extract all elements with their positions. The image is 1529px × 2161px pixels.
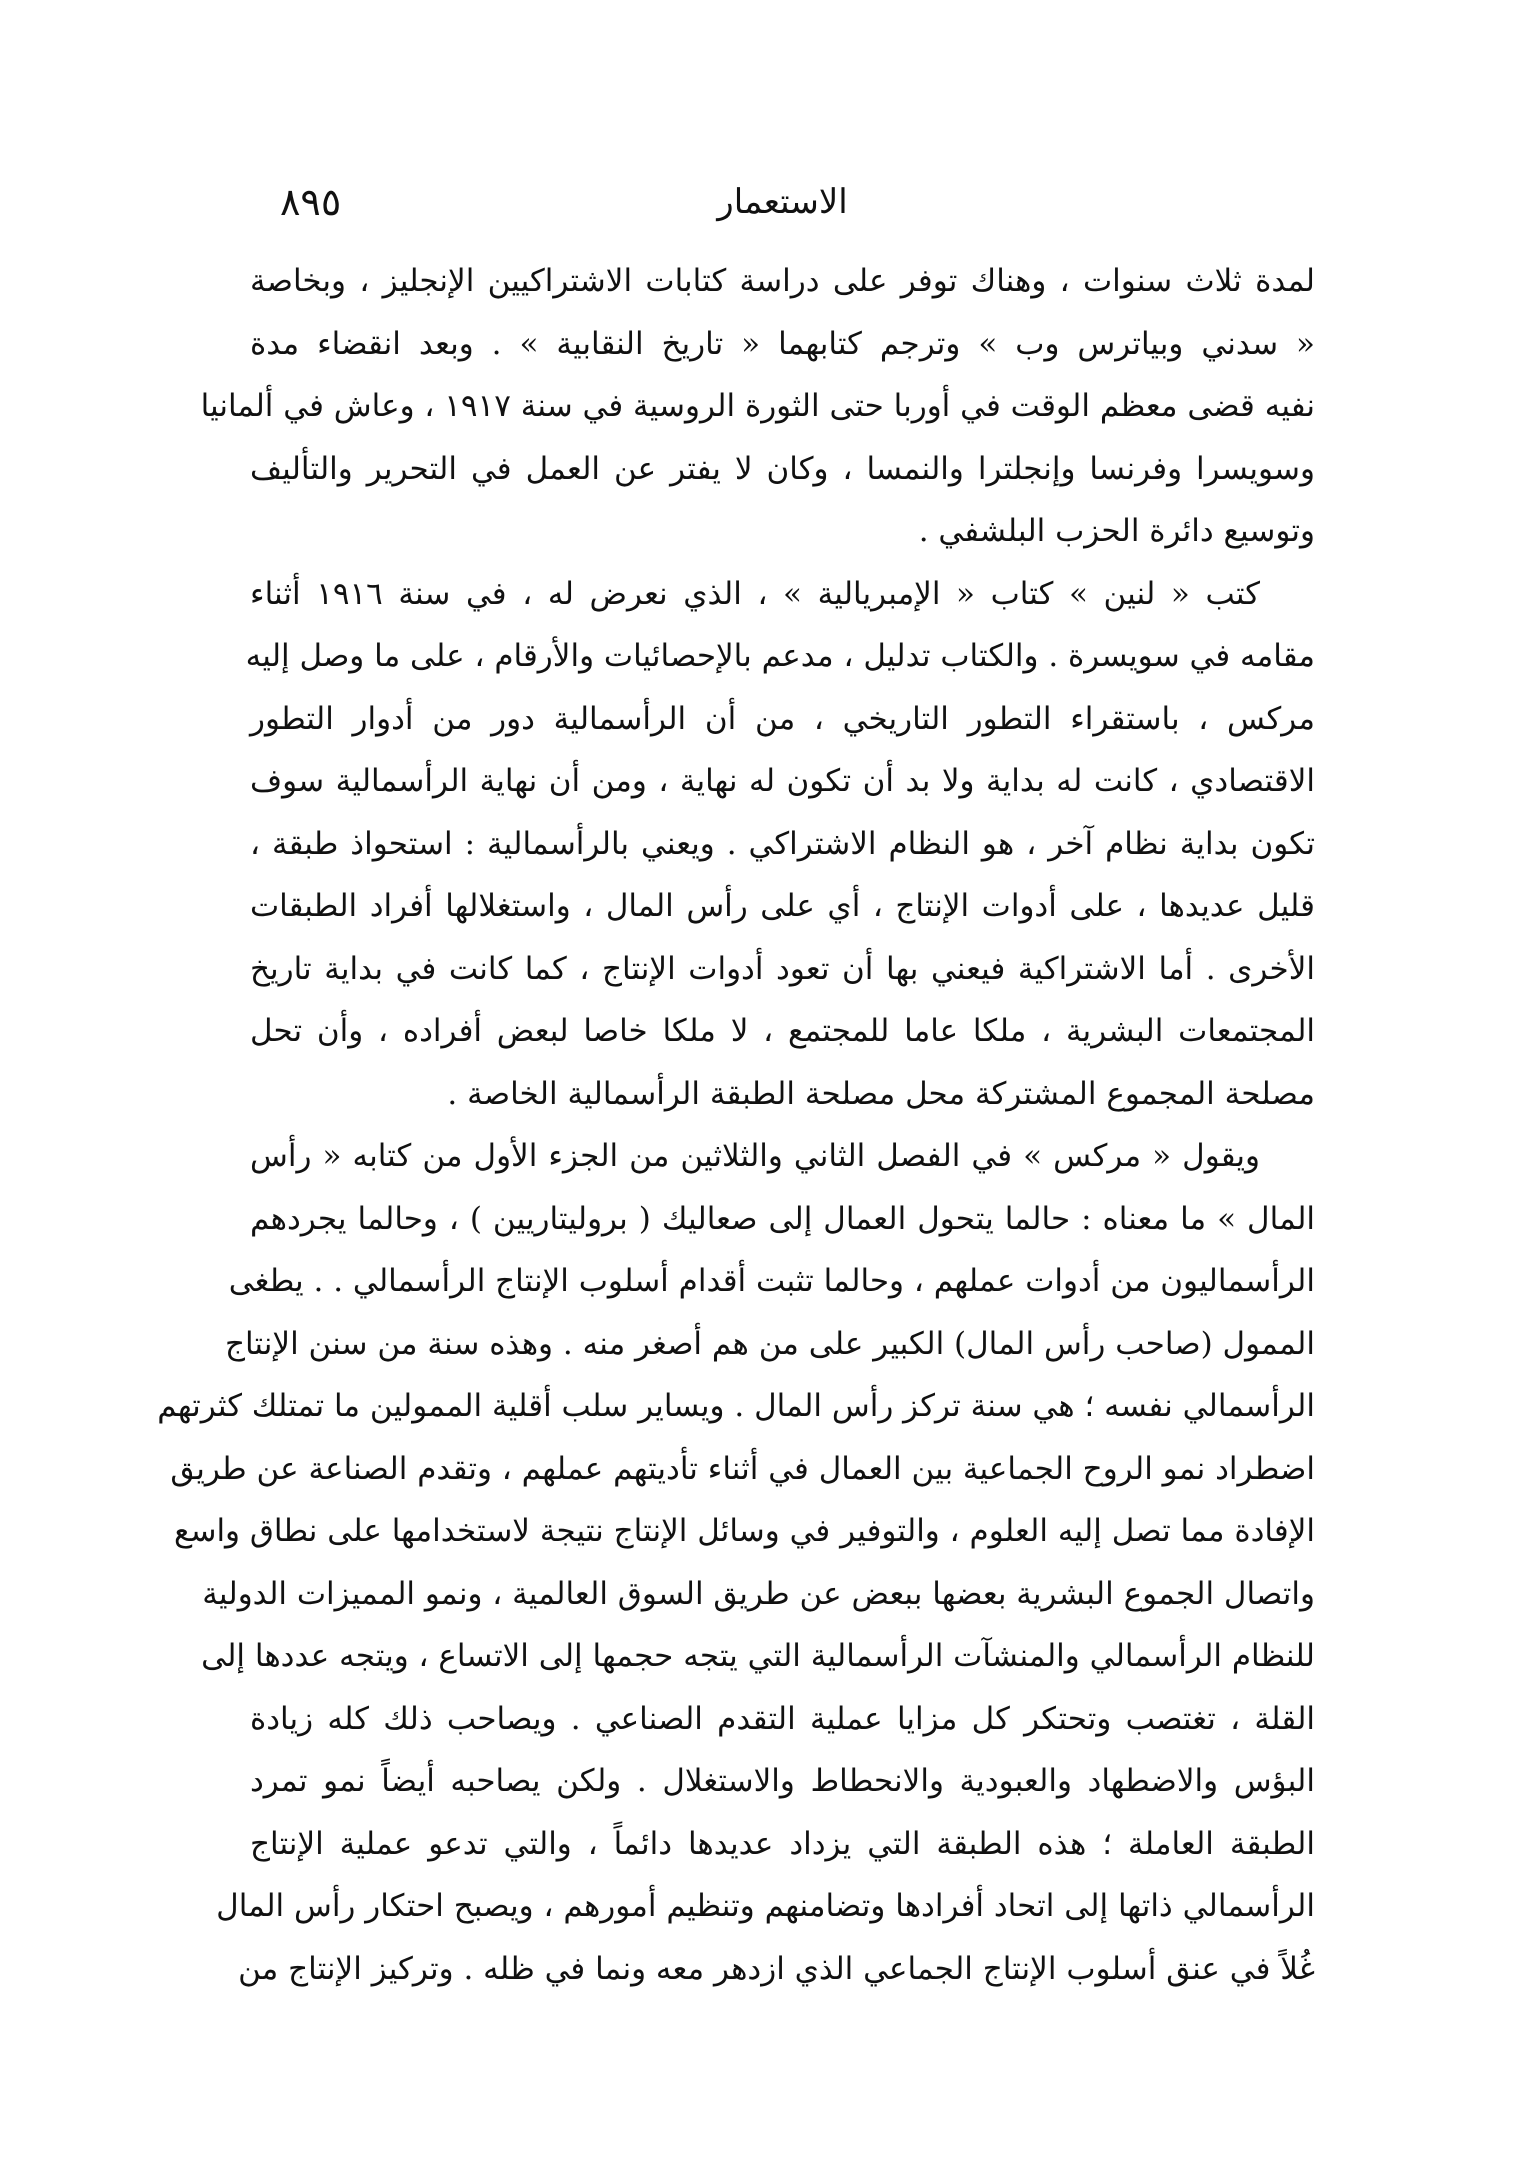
text-line: لمدة ثلاث سنوات ، وهناك توفر على دراسة كتابات الاشتراكيين الإنجليز ، وبخاصة — [250, 263, 1315, 299]
text-line: المجتمعات البشرية ، ملكا عاما للمجتمع ، لا ملكا خاصا لبعض أفراده ، وأن تحل — [250, 1013, 1315, 1049]
text-line: « سدني وبياترس وب » وترجم كتابهما « تاريخ النقابية » . وبعد انقضاء مدة — [250, 325, 1315, 362]
text-line: قليل عديدها ، على أدوات الإنتاج ، أي على رأس المال ، واستغلالها أفراد الطبقات — [250, 888, 1315, 924]
text-line: الرأسماليون من أدوات عملهم ، وحالما تثبت أقدام أسلوب الإنتاج الرأسمالي . . يطغى — [228, 1263, 1315, 1299]
text-line: كتب « لنين » كتاب « الإمبريالية » ، الذي نعرض له ، في سنة ١٩١٦ أثناء — [250, 575, 1260, 612]
text-line: اضطراد نمو الروح الجماعية بين العمال في أثناء تأديتهم عملهم ، وتقدم الصناعة عن طريق — [170, 1450, 1315, 1487]
text-line: ويقول « مركس » في الفصل الثاني والثلاثين من الجزء الأول من كتابه « رأس — [250, 1138, 1260, 1174]
text-line: مصلحة المجموع المشتركة محل مصلحة الطبقة الرأسمالية الخاصة . — [447, 1075, 1315, 1112]
text-line: المال » ما معناه : حالما يتحول العمال إلى صعاليك ( بروليتاريين ) ، وحالما يجردهم — [250, 1200, 1315, 1237]
text-line: الإفادة مما تصل إليه العلوم ، والتوفير في وسائل الإنتاج نتيجة لاستخدامها على نطاق واسع — [173, 1513, 1315, 1549]
text-line: مركس ، باستقراء التطور التاريخي ، من أن الرأسمالية دور من أدوار التطور — [250, 700, 1315, 737]
text-line: تكون بداية نظام آخر ، هو النظام الاشتراكي . ويعني بالرأسمالية : استحواذ طبقة ، — [250, 825, 1315, 862]
text-line: الرأسمالي ذاتها إلى اتحاد أفرادها وتضامنهم وتنظيم أمورهم ، ويصبح احتكار رأس المال — [216, 1888, 1315, 1924]
running-title: الاستعمار — [717, 182, 848, 222]
text-line: الاقتصادي ، كانت له بداية ولا بد أن تكون له نهاية ، ومن أن نهاية الرأسمالية سوف — [250, 763, 1315, 799]
body-text — [157, 250, 1315, 2000]
text-line: الطبقة العاملة ؛ هذه الطبقة التي يزداد عديدها دائماً ، والتي تدعو عملية الإنتاج — [250, 1825, 1315, 1862]
text-line: وسويسرا وفرنسا وإنجلترا والنمسا ، وكان لا يفتر عن العمل في التحرير والتأليف — [250, 450, 1315, 487]
text-line: الأخرى . أما الاشتراكية فيعني بها أن تعود أدوات الإنتاج ، كما كانت في بداية تاريخ — [250, 950, 1315, 987]
page-number: ٨٩٥ — [280, 180, 342, 224]
text-line: البؤس والاضطهاد والعبودية والانحطاط والاستغلال . ولكن يصاحبه أيضاً نمو تمرد — [250, 1763, 1315, 1799]
text-line: الرأسمالي نفسه ؛ هي سنة تركز رأس المال . ويساير سلب أقلية الممولين ما تمتلك كثرتهم — [157, 1388, 1315, 1424]
text-line: وتوسيع دائرة الحزب البلشفي . — [918, 513, 1315, 549]
text-line: مقامه في سويسرة . والكتاب تدليل ، مدعم بالإحصائيات والأرقام ، على ما وصل إليه — [245, 638, 1315, 674]
text-line: للنظام الرأسمالي والمنشآت الرأسمالية التي يتجه حجمها إلى الاتساع ، ويتجه عددها إلى — [201, 1638, 1315, 1674]
text-line: الممول (صاحب رأس المال) الكبير على من هم أصغر منه . وهذه سنة من سنن الإنتاج — [224, 1325, 1315, 1362]
text-line: غُلاً في عنق أسلوب الإنتاج الجماعي الذي ازدهر معه ونما في ظله . وتركيز الإنتاج من — [238, 1950, 1315, 1987]
text-line: نفيه قضى معظم الوقت في أوربا حتى الثورة الروسية في سنة ١٩١٧ ، وعاش في ألمانيا — [200, 388, 1315, 424]
page-header — [250, 172, 1315, 232]
text-line: القلة ، تغتصب وتحتكر كل مزايا عملية التقدم الصناعي . ويصاحب ذلك كله زيادة — [250, 1700, 1315, 1737]
text-line: واتصال الجموع البشرية بعضها ببعض عن طريق السوق العالمية ، ونمو المميزات الدولية — [202, 1575, 1315, 1612]
